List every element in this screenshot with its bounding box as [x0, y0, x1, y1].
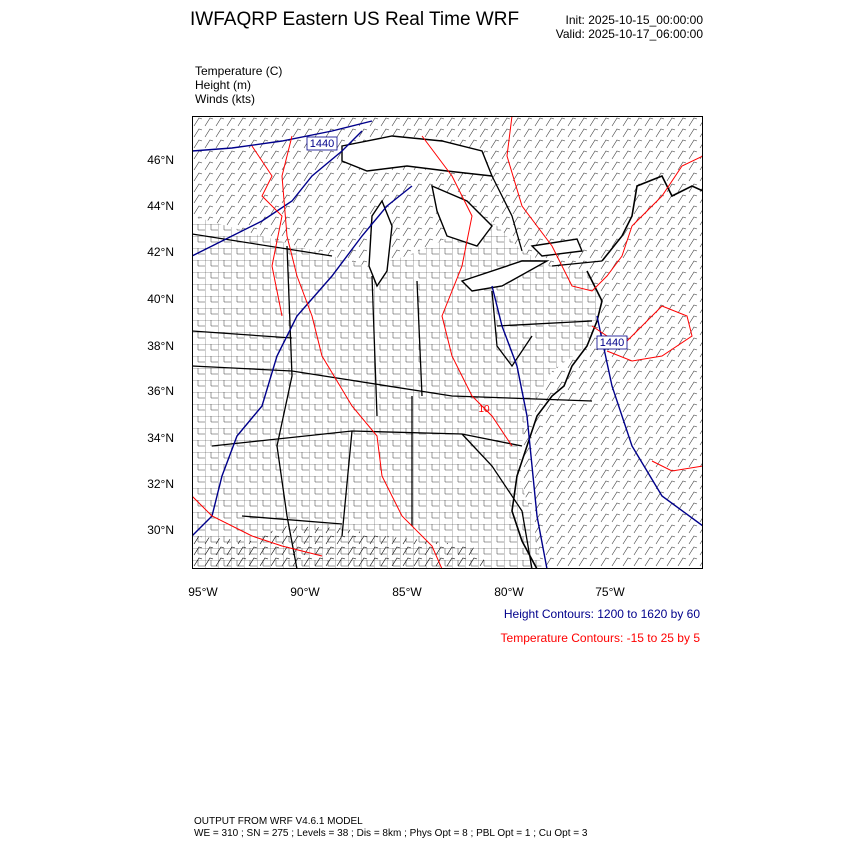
init-time: Init: 2025-10-15_00:00:00 [565, 13, 703, 27]
field-label-winds: Winds (kts) [195, 92, 255, 106]
model-footer-details: WE = 310 ; SN = 275 ; Levels = 38 ; Dis = 8km ; Phys Opt = 8 ; PBL Opt = 1 ; Cu Opt = 3 [194, 828, 588, 839]
height-contour-legend: Height Contours: 1200 to 1620 by 60 [503, 607, 700, 621]
plot-title: IWFAQRP Eastern US Real Time WRF [190, 9, 520, 30]
lat-label-38n: 38°N [147, 339, 174, 353]
lat-label-40n: 40°N [147, 292, 174, 306]
lon-label-85w: 85°W [392, 585, 422, 599]
lat-label-34n: 34°N [147, 431, 174, 445]
contour-label: 1440 [309, 138, 335, 150]
weather-map [192, 116, 703, 569]
lat-label-32n: 32°N [147, 477, 174, 491]
lat-label-42n: 42°N [147, 245, 174, 259]
lat-label-30n: 30°N [147, 523, 174, 537]
lat-label-36n: 36°N [147, 384, 174, 398]
field-label-height: Height (m) [195, 78, 252, 92]
lat-label-46n: 46°N [147, 153, 174, 167]
contour-label: 10 [478, 404, 490, 415]
lon-label-80w: 80°W [494, 585, 524, 599]
lon-label-95w: 95°W [188, 585, 218, 599]
temperature-contour-legend: Temperature Contours: -15 to 25 by 5 [500, 631, 700, 645]
model-footer-title: OUTPUT FROM WRF V4.6.1 MODEL [194, 816, 363, 827]
lon-label-90w: 90°W [290, 585, 320, 599]
field-label-temperature: Temperature (C) [195, 64, 283, 78]
lon-label-75w: 75°W [595, 585, 625, 599]
lat-label-44n: 44°N [147, 199, 174, 213]
valid-time: Valid: 2025-10-17_06:00:00 [555, 27, 703, 41]
contour-label: 1440 [599, 337, 625, 349]
